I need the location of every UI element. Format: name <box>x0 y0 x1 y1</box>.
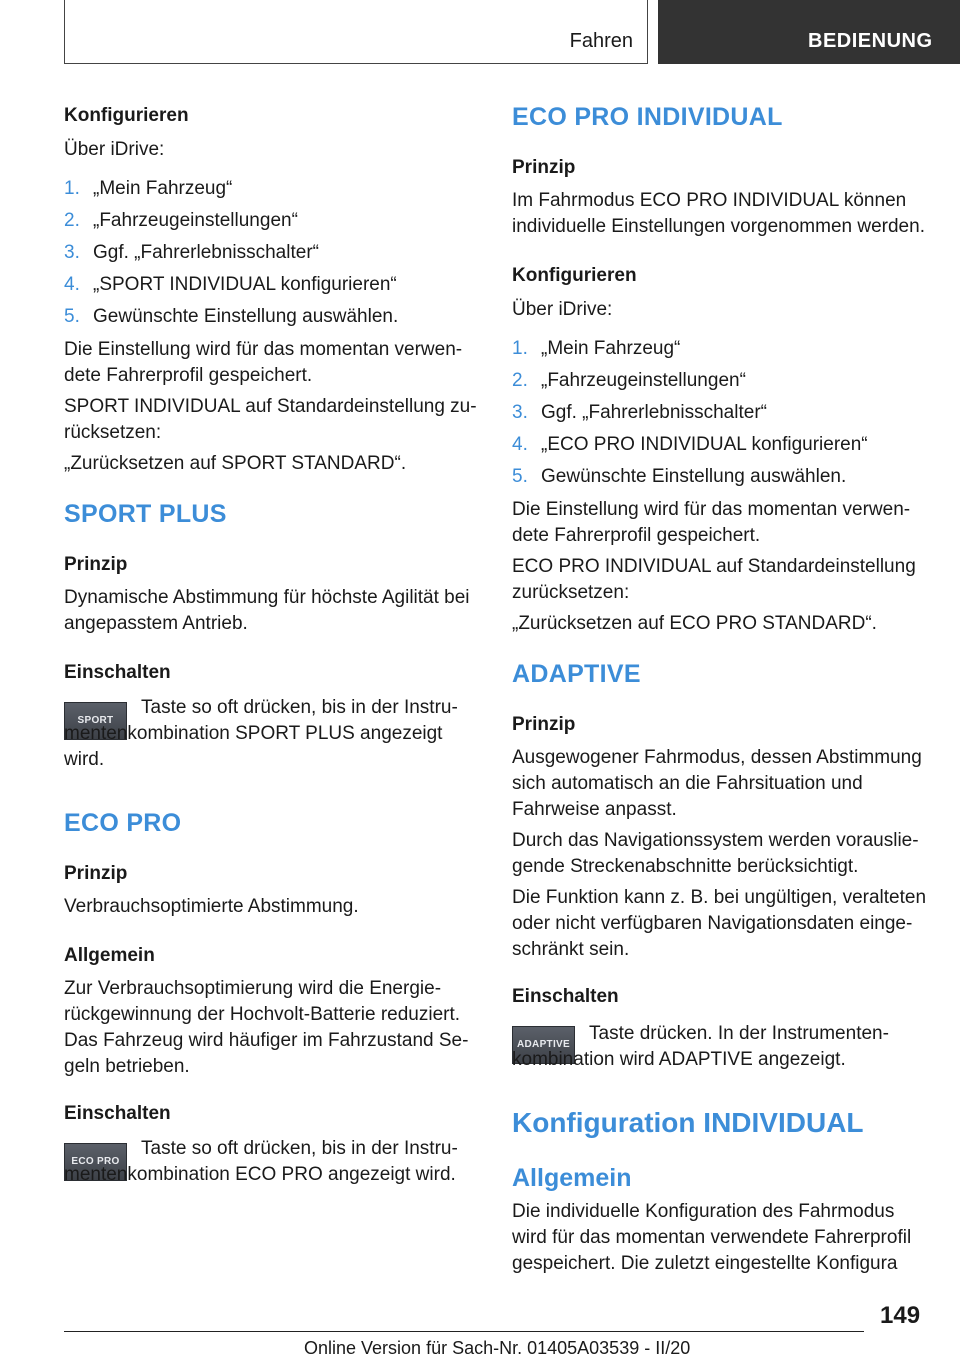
eco-pro-general-heading: Allgemein <box>64 945 155 966</box>
online-version-note: Online Version für Sach-Nr. 01405A03539 - II/20 <box>304 1338 691 1358</box>
individual-config-title: Konfiguration INDIVIDUAL <box>512 1107 864 1138</box>
individual-general-text: Die individuelle Konfiguration des Fahrmodus wird für das momentan verwendete Fahrerprofil gespeichert. Die zuletzt eingestellte Konfigura <box>512 1201 912 1274</box>
adaptive-on-heading: Einschalten <box>512 986 619 1007</box>
footer-divider <box>64 1331 864 1332</box>
header-section-label: Fahren <box>569 30 633 52</box>
header-chapter-tab <box>658 0 960 64</box>
sport-plus-on-text: Taste so oft drücken, bis in der Instrumentenkombination SPORT PLUS angezeigt wird. <box>64 697 458 770</box>
header-section-box <box>64 0 648 64</box>
eco-individual-reset: ECO PRO INDIVIDUAL auf Standardeinstellung zurücksetzen: <box>512 556 916 603</box>
header-chapter-label: BEDIENUNG <box>808 30 933 52</box>
eco-individual-title: ECO PRO INDIVIDUAL <box>512 103 783 131</box>
eco-individual-reset-command: „Zurücksetzen auf ECO PRO STANDARD“. <box>512 613 877 634</box>
eco-individual-config-intro: Über iDrive: <box>512 299 613 320</box>
eco-individual-config-heading: Konfigurieren <box>512 265 637 286</box>
config-reset: SPORT INDIVIDUAL auf Standardeinstellung zurücksetzen: <box>64 396 477 443</box>
list-item: 1. „Mein Fahrzeug“ <box>64 178 233 199</box>
list-item: 2. „Fahrzeugeinstellungen“ <box>64 210 298 231</box>
list-item: 3. Ggf. „Fahrerlebnisschalter“ <box>64 242 319 263</box>
eco-pro-principle-heading: Prinzip <box>64 863 128 884</box>
eco-pro-principle-text: Verbrauchsoptimierte Abstimmung. <box>64 896 359 917</box>
list-item: 4. „SPORT INDIVIDUAL konfigurieren“ <box>64 274 397 295</box>
list-item: 2. „Fahrzeugeinstellungen“ <box>512 370 746 391</box>
config-intro: Über iDrive: <box>64 139 165 160</box>
adaptive-paragraph-1: Ausgewogener Fahrmodus, dessen Abstimmung sich automatisch an die Fahrsituation und Fahrweise anpasst. <box>512 747 922 820</box>
eco-pro-general-text: Zur Verbrauchsoptimierung wird die Energierückgewinnung der Hochvolt-Batterie reduziert. Das Fahrzeug wird häufiger im Fahrzustand Segeln betrieben. <box>64 978 469 1077</box>
list-item: 5. Gewünschte Einstellung auswählen. <box>64 306 399 327</box>
adaptive-on-text: Taste drücken. In der Instrumentenkombination wird ADAPTIVE angezeigt. <box>512 1023 889 1070</box>
eco-pro-on-text: Taste so oft drücken, bis in der Instrumentenkombination ECO PRO angezeigt wird. <box>64 1138 458 1185</box>
eco-pro-button-image: ECO PRO <box>64 1143 127 1181</box>
eco-individual-principle-heading: Prinzip <box>512 157 576 178</box>
config-heading: Konfigurieren <box>64 105 189 126</box>
sport-plus-principle-text: Dynamische Abstimmung für höchste Agilität bei angepasstem Antrieb. <box>64 587 470 634</box>
sport-button-image: SPORT <box>64 702 127 740</box>
eco-pro-title: ECO PRO <box>64 809 182 837</box>
adaptive-paragraph-2: Durch das Navigationssystem werden vorausliegende Streckenabschnitte berücksichtigt. <box>512 830 919 877</box>
list-item: 5. Gewünschte Einstellung auswählen. <box>512 466 847 487</box>
list-item: 4. „ECO PRO INDIVIDUAL konfigurieren“ <box>512 434 868 455</box>
individual-general-heading: Allgemein <box>512 1164 632 1192</box>
adaptive-paragraph-3: Die Funktion kann z. B. bei ungültigen, veralteten oder nicht verfügbaren Navigationsdaten eingeschränkt sein. <box>512 887 927 960</box>
adaptive-button-image: ADAPTIVE <box>512 1026 575 1064</box>
sport-plus-title: SPORT PLUS <box>64 500 227 528</box>
config-note: Die Einstellung wird für das momentan verwendete Fahrerprofil gespeichert. <box>64 339 463 386</box>
sport-plus-principle-heading: Prinzip <box>64 554 128 575</box>
adaptive-title: ADAPTIVE <box>512 660 641 688</box>
eco-pro-on-heading: Einschalten <box>64 1103 171 1124</box>
eco-individual-steps-list <box>512 336 932 496</box>
list-item: 3. Ggf. „Fahrerlebnisschalter“ <box>512 402 767 423</box>
eco-individual-principle-text: Im Fahrmodus ECO PRO INDIVIDUAL können individuelle Einstellungen vorgenommen werden. <box>512 190 925 237</box>
config-reset-command: „Zurücksetzen auf SPORT STANDARD“. <box>64 453 407 474</box>
page-number: 149 <box>880 1302 921 1329</box>
list-item: 1. „Mein Fahrzeug“ <box>512 338 681 359</box>
sport-plus-on-heading: Einschalten <box>64 662 171 683</box>
eco-individual-note: Die Einstellung wird für das momentan verwendete Fahrerprofil gespeichert. <box>512 499 911 546</box>
config-steps-list <box>64 176 479 336</box>
adaptive-principle-heading: Prinzip <box>512 714 576 735</box>
